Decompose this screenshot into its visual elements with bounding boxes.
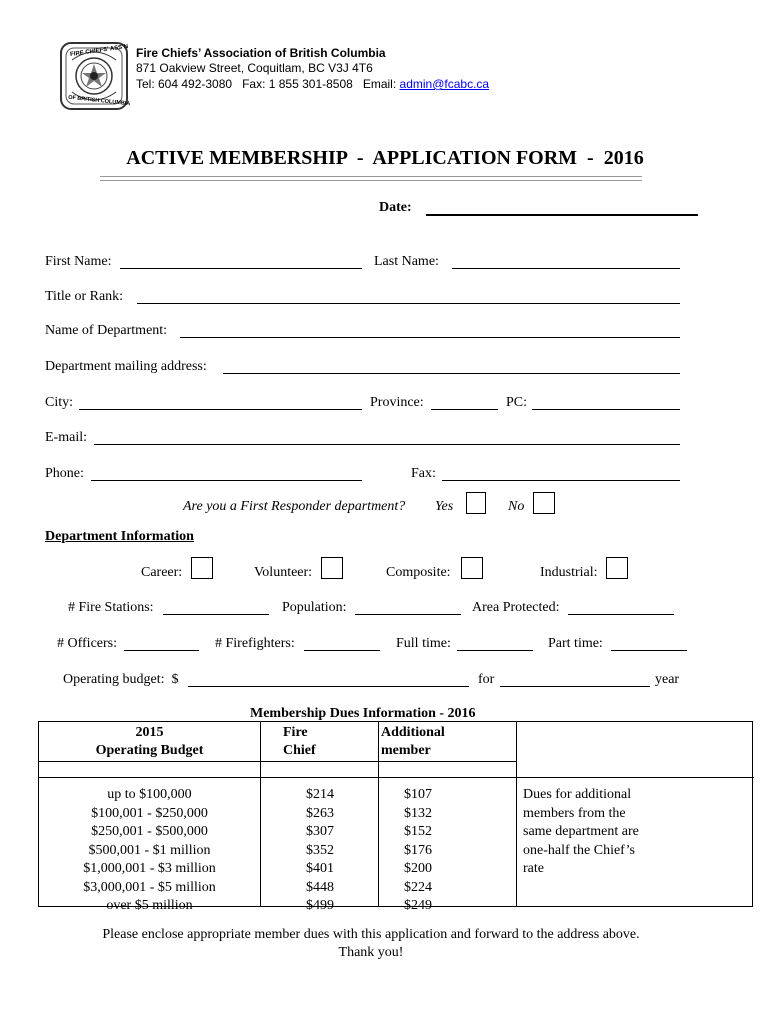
dues-table	[38, 721, 753, 913]
row-budget: $500,001 - $1 million	[88, 842, 211, 858]
department-name-label: Name of Department:	[45, 323, 168, 338]
dues-note	[523, 786, 748, 879]
title-rank-label: Title or Rank:	[45, 289, 124, 304]
footer-instruction: Please enclose appropriate member dues with this application and forward to the address above.	[102, 927, 640, 942]
logo-top-text: FIRE CHIEFS’ ASS’N	[69, 43, 129, 59]
footer-thanks: Thank you!	[338, 945, 404, 960]
header-additional-line1: Additional	[381, 725, 445, 740]
fax-label: Fax:	[411, 466, 436, 481]
note-line: same department are	[523, 824, 639, 839]
part-time-field[interactable]	[611, 650, 687, 651]
date-field[interactable]	[426, 214, 698, 216]
fire-stations-label: # Fire Stations:	[68, 600, 154, 615]
org-address: 871 Oakview Street, Coquitlam, BC V3J 4T6	[136, 61, 373, 75]
row-chief: $214	[306, 787, 334, 802]
row-budget: $250,001 - $500,000	[91, 824, 208, 839]
volunteer-checkbox[interactable]	[321, 557, 343, 579]
note-line: one-half the Chief’s	[523, 842, 635, 858]
career-label: Career:	[141, 565, 183, 580]
note-line: rate	[523, 861, 544, 876]
table-row	[39, 897, 516, 916]
row-additional: $152	[404, 824, 432, 839]
officers-field[interactable]	[124, 650, 199, 651]
table-divider	[39, 761, 516, 762]
row-chief: $401	[306, 861, 334, 876]
city-label: City:	[45, 395, 74, 410]
page-title: ACTIVE MEMBERSHIP - APPLICATION FORM - 2016	[126, 147, 644, 169]
first-responder-yes-label: Yes	[435, 499, 454, 514]
pc-field[interactable]	[532, 409, 680, 410]
email-field[interactable]	[94, 444, 680, 445]
operating-budget-field[interactable]	[188, 686, 469, 687]
first-name-label: First Name:	[45, 254, 112, 269]
department-name-field[interactable]	[180, 337, 680, 338]
industrial-checkbox[interactable]	[606, 557, 628, 579]
first-responder-no-checkbox[interactable]	[533, 492, 555, 514]
logo-bottom-text: OF BRITISH COLUMBIA	[67, 94, 131, 108]
mailing-address-label: Department mailing address:	[45, 359, 207, 374]
table-row	[39, 805, 516, 824]
row-additional: $200	[404, 861, 432, 876]
date-label: Date:	[379, 200, 412, 215]
phone-field[interactable]	[91, 480, 362, 481]
row-budget: over $5 million	[106, 898, 193, 913]
industrial-label: Industrial:	[540, 565, 598, 580]
table-divider	[516, 722, 517, 906]
year-label: year	[655, 672, 680, 687]
table-divider	[39, 777, 754, 778]
header-additional-line2: member	[381, 743, 431, 758]
last-name-field[interactable]	[452, 268, 680, 269]
mailing-address-field[interactable]	[223, 373, 680, 374]
dues-title: Membership Dues Information - 2016	[250, 706, 476, 721]
table-row	[39, 823, 516, 842]
department-info-heading: Department Information	[45, 529, 194, 544]
first-responder-question: Are you a First Responder department?	[183, 499, 406, 514]
part-time-label: Part time:	[548, 636, 603, 651]
pc-label: PC:	[506, 395, 528, 410]
first-responder-yes-checkbox[interactable]	[466, 492, 486, 514]
row-budget: up to $100,000	[107, 787, 192, 802]
association-logo	[58, 40, 130, 112]
operating-budget-label: Operating budget: $	[63, 672, 179, 687]
row-budget: $100,001 - $250,000	[91, 805, 208, 821]
career-checkbox[interactable]	[191, 557, 213, 579]
header-chief-line2: Chief	[283, 743, 316, 758]
table-row	[39, 842, 516, 861]
table-row	[39, 786, 516, 805]
area-protected-field[interactable]	[568, 614, 674, 615]
full-time-field[interactable]	[457, 650, 533, 651]
officers-label: # Officers:	[57, 636, 117, 651]
row-budget: $1,000,001 - $3 million	[83, 861, 216, 876]
row-chief: $499	[306, 898, 334, 913]
full-time-label: Full time:	[396, 636, 451, 651]
fire-stations-field[interactable]	[163, 614, 269, 615]
row-additional: $132	[404, 805, 432, 821]
row-chief: $307	[306, 824, 334, 839]
row-additional: $224	[404, 879, 432, 895]
composite-label: Composite:	[386, 565, 451, 580]
row-chief: $448	[306, 879, 334, 895]
fax-field[interactable]	[442, 480, 680, 481]
table-rows	[39, 786, 516, 916]
first-responder-no-label: No	[508, 499, 525, 514]
header-budget: Operating Budget	[95, 743, 204, 758]
note-line: members from the	[523, 805, 626, 821]
table-row	[39, 860, 516, 879]
header-budget-year: 2015	[135, 725, 164, 740]
title-divider	[100, 176, 642, 181]
province-label: Province:	[370, 395, 424, 410]
firefighters-label: # Firefighters:	[215, 636, 295, 651]
for-label: for	[478, 672, 495, 687]
phone-label: Phone:	[45, 466, 84, 481]
row-additional: $107	[404, 787, 432, 802]
area-protected-label: Area Protected:	[472, 600, 560, 615]
table-row	[39, 879, 516, 898]
row-additional: $176	[404, 842, 432, 858]
row-chief: $263	[306, 805, 334, 821]
population-label: Population:	[282, 600, 347, 615]
email-link[interactable]: admin@fcabc.ca	[399, 77, 490, 91]
row-additional: $249	[404, 898, 432, 913]
title-rank-field[interactable]	[137, 303, 680, 304]
population-field[interactable]	[355, 614, 461, 615]
firefighters-field[interactable]	[304, 650, 380, 651]
org-contact	[136, 77, 489, 92]
province-field[interactable]	[431, 409, 498, 410]
volunteer-label: Volunteer:	[254, 565, 313, 580]
header-chief-line1: Fire	[283, 725, 308, 740]
composite-checkbox[interactable]	[461, 557, 483, 579]
note-line: Dues for additional	[523, 787, 632, 802]
row-chief: $352	[306, 842, 334, 858]
city-field[interactable]	[79, 409, 362, 410]
row-budget: $3,000,001 - $5 million	[83, 879, 216, 895]
contact-text: Tel: 604 492-3080 Fax: 1 855 301-8508 Email:	[136, 77, 400, 91]
last-name-label: Last Name:	[374, 254, 439, 269]
first-name-field[interactable]	[120, 268, 362, 269]
email-label: E-mail:	[45, 430, 87, 445]
budget-year-field[interactable]	[500, 686, 650, 687]
org-name: Fire Chiefs’ Association of British Columbia	[136, 46, 386, 60]
